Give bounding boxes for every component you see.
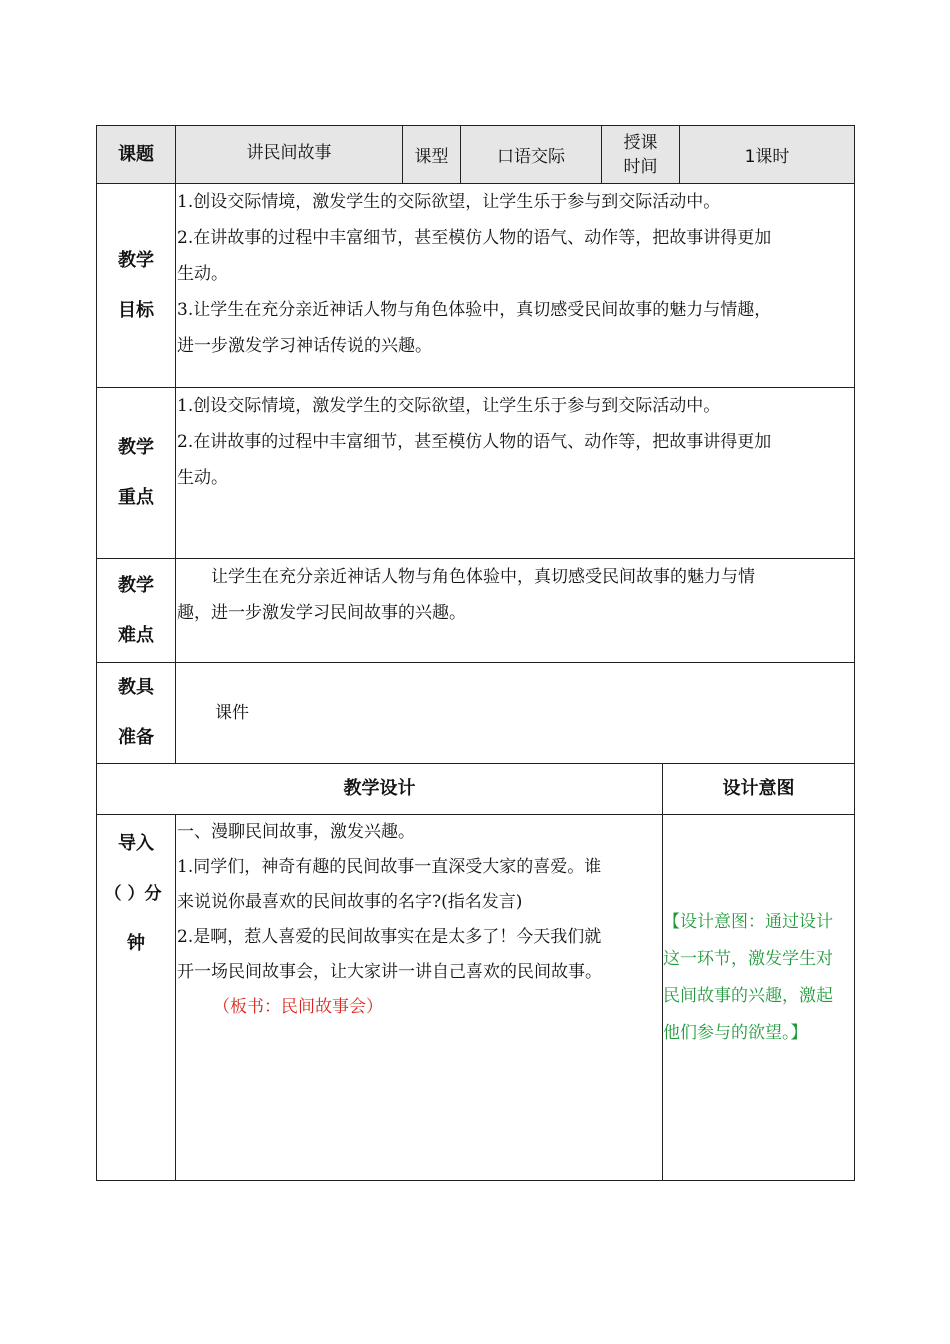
topic-label: 课题 <box>118 143 154 165</box>
time-value-cell <box>679 125 855 184</box>
goals-label-cell <box>96 183 176 388</box>
goals-line-3: 生动。 <box>177 264 228 284</box>
intro-label-line3: 钟 <box>127 933 145 954</box>
goals-content-cell <box>175 183 855 388</box>
difficulties-label-line1: 教学 <box>118 574 154 596</box>
difficulties-line-1: 让学生在充分亲近神话人物与角色体验中，真切感受民间故事的魅力与情 <box>211 567 755 587</box>
intro-label-line1: 导入 <box>118 833 154 854</box>
intent-line-4: 他们参与的欲望。】 <box>663 1023 808 1043</box>
difficulties-label-cell <box>96 558 176 663</box>
materials-label-line2: 准备 <box>118 727 154 748</box>
design-header-cell <box>96 763 663 815</box>
goals-line-5: 进一步激发学习神话传说的兴趣。 <box>177 336 432 356</box>
intent-line-3: 民间故事的兴趣，激起 <box>663 986 833 1006</box>
keypoints-content-cell <box>175 387 855 559</box>
intent-header: 设计意图 <box>722 778 795 799</box>
intro-label-cell <box>96 814 176 1181</box>
time-value: 1课时 <box>744 147 790 167</box>
type-label: 课型 <box>414 147 449 167</box>
type-label-cell <box>402 125 461 184</box>
board-note: （板书：民间故事会） <box>213 997 383 1017</box>
intro-intent-cell <box>662 814 855 1181</box>
type-value: 口语交际 <box>497 147 565 167</box>
goals-line-1: 1.创设交际情境，激发学生的交际欲望，让学生乐于参与到交际活动中。 <box>177 192 721 212</box>
keypoints-line-1: 1.创设交际情境，激发学生的交际欲望，让学生乐于参与到交际活动中。 <box>177 396 721 416</box>
keypoints-line-3: 生动。 <box>177 468 228 488</box>
goals-line-2: 2.在讲故事的过程中丰富细节，甚至模仿人物的语气、动作等，把故事讲得更加 <box>177 228 772 248</box>
intro-line-5: 开一场民间故事会，让大家讲一讲自己喜欢的民间故事。 <box>177 962 602 982</box>
topic-value-cell <box>175 125 403 184</box>
materials-label-line1: 教具 <box>118 677 154 698</box>
time-label-line2: 时间 <box>623 156 658 177</box>
materials-label-cell <box>96 662 176 764</box>
materials-content-cell <box>175 662 855 764</box>
time-label-line1: 授课 <box>623 132 658 153</box>
intro-label-line2: （ ）分 <box>104 884 162 904</box>
intro-line-1: 一、漫聊民间故事，激发兴趣。 <box>177 822 415 842</box>
keypoints-label-line2: 重点 <box>118 487 154 508</box>
intro-line-3: 来说说你最喜欢的民间故事的名字?(指名发言) <box>177 892 523 912</box>
design-header: 教学设计 <box>343 778 416 799</box>
intent-line-2: 这一环节，激发学生对 <box>663 949 833 969</box>
goals-line-4: 3.让学生在充分亲近神话人物与角色体验中，真切感受民间故事的魅力与情趣， <box>177 300 772 320</box>
keypoints-label-cell <box>96 387 176 559</box>
difficulties-content-cell <box>175 558 855 663</box>
goals-label-line1: 教学 <box>118 249 154 271</box>
materials-value: 课件 <box>215 703 249 723</box>
intro-line-4: 2.是啊，惹人喜爱的民间故事实在是太多了！今天我们就 <box>177 927 602 947</box>
intro-line-2: 1.同学们，神奇有趣的民间故事一直深受大家的喜爱。谁 <box>177 857 602 877</box>
intent-line-1: 【设计意图：通过设计 <box>663 912 833 932</box>
time-label-cell <box>601 125 680 184</box>
difficulties-label-line2: 难点 <box>118 624 154 646</box>
type-value-cell <box>460 125 602 184</box>
topic-label-cell <box>96 125 176 184</box>
intent-header-cell <box>662 763 855 815</box>
intro-content-cell <box>175 814 663 1181</box>
difficulties-line-2: 趣，进一步激发学习民间故事的兴趣。 <box>177 603 466 623</box>
topic-value: 讲民间故事 <box>246 143 332 163</box>
goals-label-line2: 目标 <box>118 299 154 321</box>
keypoints-label-line1: 教学 <box>118 437 154 458</box>
keypoints-line-2: 2.在讲故事的过程中丰富细节，甚至模仿人物的语气、动作等，把故事讲得更加 <box>177 432 772 452</box>
